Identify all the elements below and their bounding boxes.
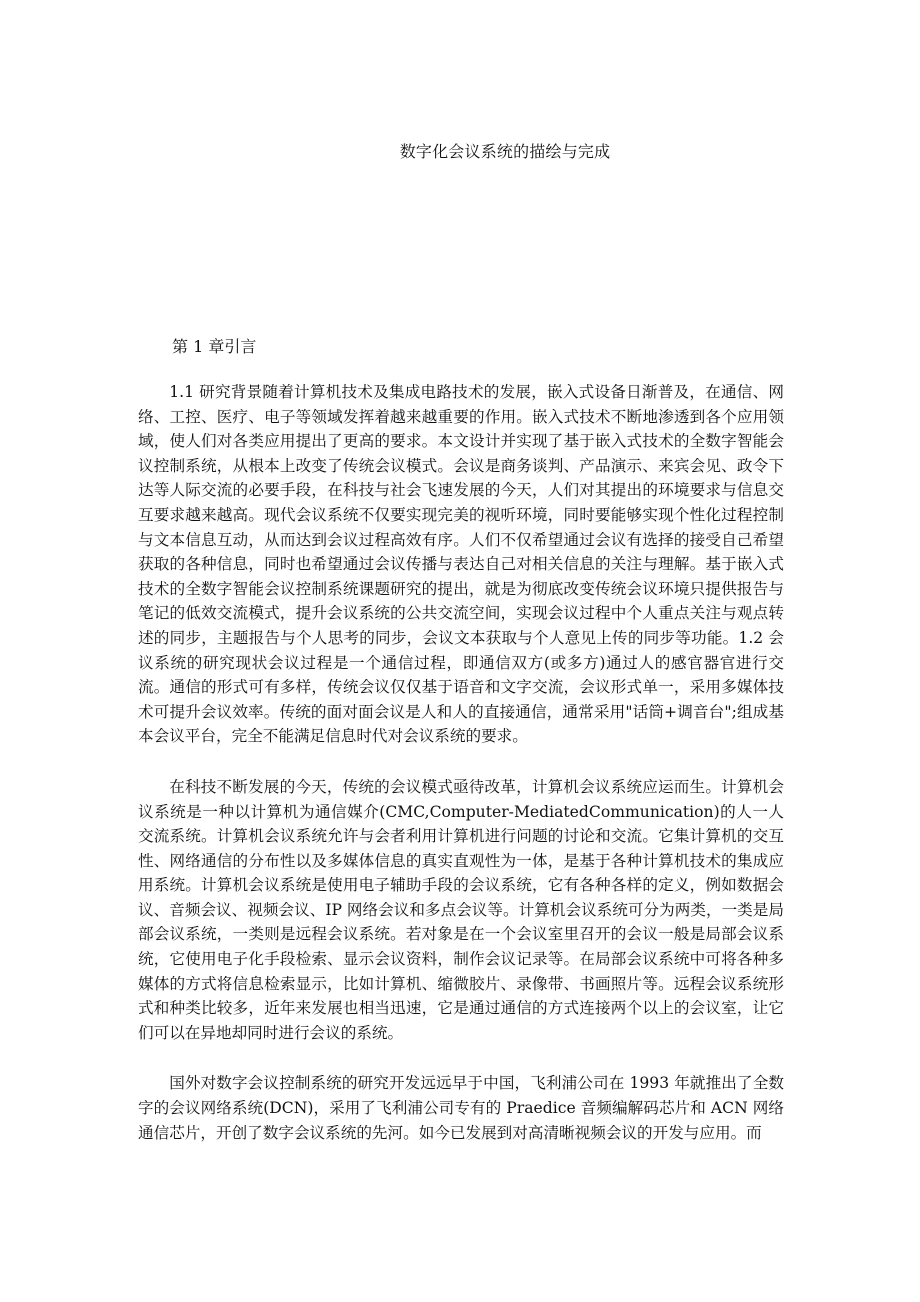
paragraph-1: 1.1 研究背景随着计算机技术及集成电路技术的发展，嵌入式设备日渐普及，在通信、网络、工控、医疗、电子等领域发挥着越来越重要的作用。嵌入式技术不断地渗透到各个应用领域，使人们对各类应用提出了更高的要求。本文设计并实现了基于嵌入式技术的全数字智能会议控制系统，从根本上改变了传统会议模式。会议是商务谈判、产品演示、来宾会见、政令下达等人际交流的必要手段，在科技与社会飞速发展的今天，人们对其提出的环境要求与信息交互要求越来越高。现代会议系统不仅要实现完美的视听环境，同时要能够实现个性化过程控制与文本信息互动，从而达到会议过程高效有序。人们不仅希望通过会议有选择的接受自己希望获取的各种信息，同时也希望通过会议传播与表达自己对相关信息的关注与理解。基于嵌入式技术的全数字智能会议控制系统课题研究的提出，就是为彻底改变传统会议环境只提供报告与笔记的低效交流模式，提升会议系统的公共交流空间，实现会议过程中个人重点关注与观点转述的同步，主题报告与个人思考的同步，会议文本获取与个人意见上传的同步等功能。1.2 会议系统的研究现状会议过程是一个通信过程，即通信双方(或多方)通过人的感官器官进行交流。通信的形式可有多样，传统会议仅仅基于语音和文字交流，会议形式单一，采用多媒体技术可提升会议效率。传统的面对面会议是人和人的直接通信，通常采用"话筒+调音台";组成基本会议平台，完全不能满足信息时代对会议系统的要求。 bbox=[138, 383, 784, 746]
document-title: 数字化会议系统的描绘与完成 bbox=[399, 142, 611, 161]
chapter-heading: 第 1 章引言 bbox=[172, 337, 257, 356]
paragraph-3: 国外对数字会议控制系统的研究开发远远早于中国，飞利浦公司在 1993 年就推出了全数字的会议网络系统(DCN)，采用了飞利浦公司专有的 Praedice 音频编解码芯片和 ACN 网络通信芯片，开创了数字会议系统的先河。如今已发展到对高清晰视频会议的开发与应用。而 bbox=[138, 1074, 784, 1142]
paragraph-2: 在科技不断发展的今天，传统的会议模式亟待改革，计算机会议系统应运而生。计算机会议系统是一种以计算机为通信媒介(CMC,Computer-MediatedCommunication)的人一人交流系统。计算机会议系统允许与会者利用计算机进行问题的讨论和交流。它集计算机的交互性、网络通信的分布性以及多媒体信息的真实直观性为一体，是基于各种计算机技术的集成应用系统。计算机会议系统是使用电子辅助手段的会议系统，它有各种各样的定义，例如数据会议、音频会议、视频会议、IP 网络会议和多点会议等。计算机会议系统可分为两类，一类是局部会议系统，一类则是远程会议系统。若对象是在一个会议室里召开的会议一般是局部会议系统，它使用电子化手段检索、显示会议资料，制作会议记录等。在局部会议系统中可将各种多媒体的方式将信息检索显示，比如计算机、缩微胶片、录像带、书画照片等。远程会议系统形式和种类比较多，近年来发展也相当迅速，它是通过通信的方式连接两个以上的会议室，让它们可以在异地却同时进行会议的系统。 bbox=[138, 777, 784, 1042]
body-text bbox=[138, 380, 784, 1171]
